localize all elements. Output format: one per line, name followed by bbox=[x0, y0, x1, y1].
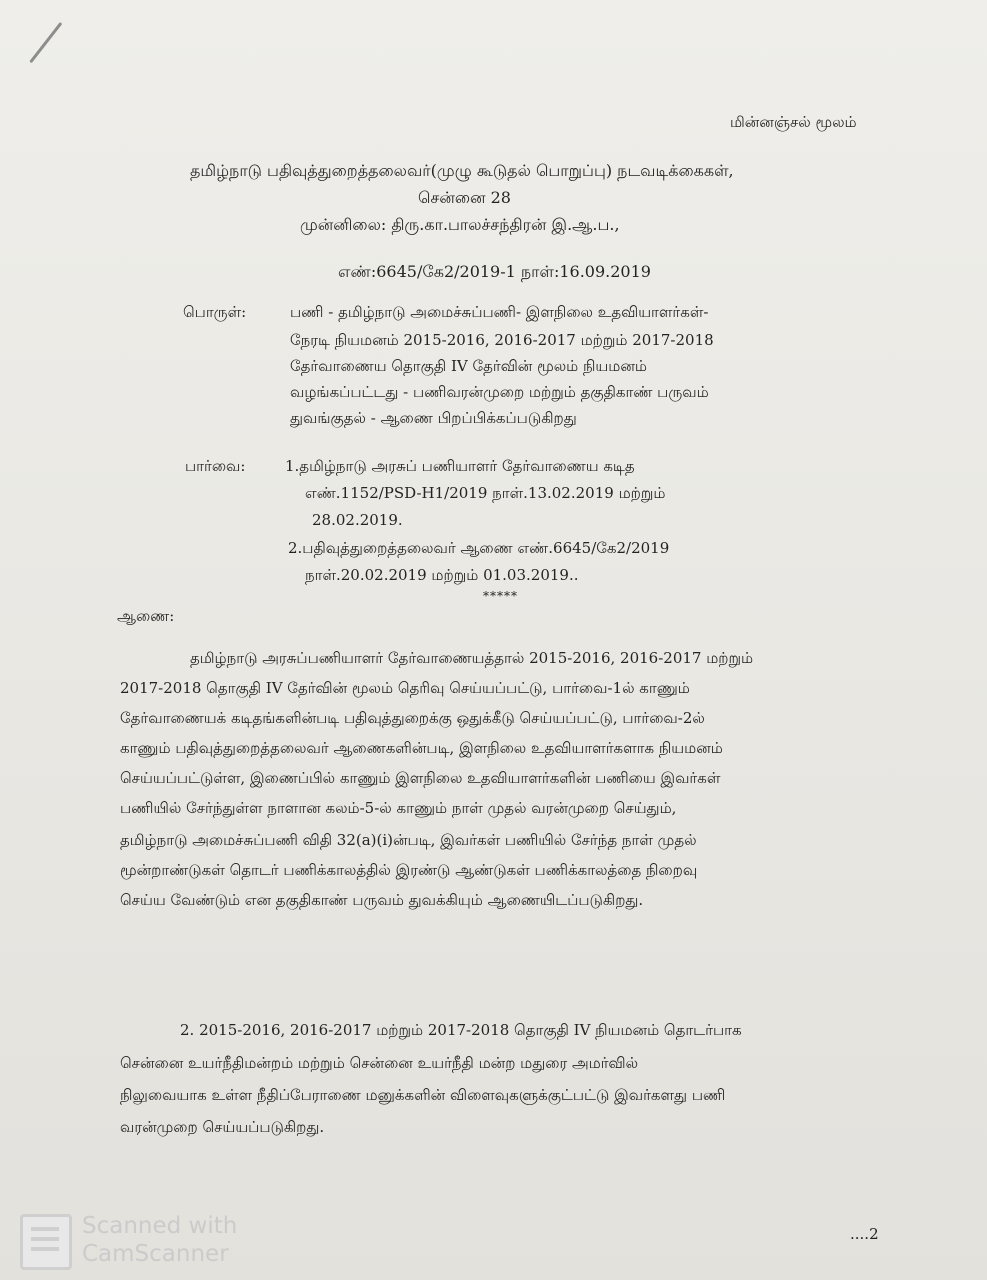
camscanner-watermark bbox=[20, 1210, 250, 1270]
reference-line: எண்.1152/PSD-H1/2019 நாள்.13.02.2019 மற்றும் bbox=[305, 484, 666, 502]
references-label: பார்வை: bbox=[185, 457, 246, 475]
order-paragraph-line: 2017-2018 தொகுதி IV தேர்வின் மூலம் தெரிவு செய்யப்பட்டு, பார்வை-1ல் காணும் bbox=[120, 679, 690, 697]
order-paragraph-line: தமிழ்நாடு அரசுப்பணியாளர் தேர்வாணையத்தால் 2015-2016, 2016-2017 மற்றும் bbox=[190, 649, 754, 667]
section-separator: ***** bbox=[483, 589, 518, 603]
order-label: ஆணை: bbox=[117, 607, 175, 625]
order-paragraph-line: தேர்வாணையக் கடிதங்களின்படி பதிவுத்துறைக்கு ஒதுக்கீடு செய்யப்பட்டு, பார்வை-2ல் bbox=[120, 709, 705, 727]
order-paragraph-line: தமிழ்நாடு அமைச்சுப்பணி விதி 32(a)(i)ன்படி, இவர்கள் பணியில் சேர்ந்த நாள் முதல் bbox=[120, 831, 697, 849]
order-paragraph-line: நிலுவையாக உள்ள நீதிப்பேராணை மனுக்களின் விளைவுகளுக்குட்பட்டு இவர்களது பணி bbox=[120, 1086, 726, 1104]
pencil-mark bbox=[29, 22, 62, 63]
by-email-note: மின்னஞ்சல் மூலம் bbox=[730, 113, 857, 131]
watermark-line: CamScanner bbox=[82, 1241, 229, 1267]
subject-line: வழங்கப்பட்டது - பணிவரன்முறை மற்றும் தகுதிகாண் பருவம் bbox=[290, 383, 709, 401]
office-location: சென்னை 28 bbox=[418, 188, 511, 207]
order-paragraph-line: வரன்முறை செய்யப்படுகிறது. bbox=[120, 1118, 325, 1136]
reference-line: நாள்.20.02.2019 மற்றும் 01.03.2019.. bbox=[305, 566, 579, 584]
subject-label: பொருள்: bbox=[183, 303, 247, 321]
subject-line: துவங்குதல் - ஆணை பிறப்பிக்கப்படுகிறது bbox=[290, 409, 577, 427]
order-paragraph-line: காணும் பதிவுத்துறைத்தலைவர் ஆணைகளின்படி, இளநிலை உதவியாளர்களாக நியமனம் bbox=[120, 739, 723, 757]
reference-line: 1.தமிழ்நாடு அரசுப் பணியாளர் தேர்வாணைய கடித bbox=[285, 457, 635, 475]
watermark-line: Scanned with bbox=[82, 1213, 238, 1239]
subject-line: பணி - தமிழ்நாடு அமைச்சுப்பணி- இளநிலை உதவியாளர்கள்- bbox=[290, 303, 709, 321]
order-paragraph-line: சென்னை உயர்நீதிமன்றம் மற்றும் சென்னை உயர்நீதி மன்ற மதுரை அமர்வில் bbox=[120, 1054, 639, 1072]
reference-number: எண்:6645/கே2/2019-1 நாள்:16.09.2019 bbox=[338, 262, 651, 281]
order-paragraph-line: 2. 2015-2016, 2016-2017 மற்றும் 2017-2018 தொகுதி IV நியமனம் தொடர்பாக bbox=[180, 1021, 742, 1039]
scanner-logo-icon bbox=[20, 1214, 72, 1270]
watermark-text bbox=[82, 1212, 237, 1268]
office-title: தமிழ்நாடு பதிவுத்துறைத்தலைவர்(முழு கூடுதல் பொறுப்பு) நடவடிக்கைகள், bbox=[190, 161, 734, 180]
order-paragraph-line: பணியில் சேர்ந்துள்ள நாளான கலம்-5-ல் காணும் நாள் முதல் வரன்முறை செய்தும், bbox=[120, 799, 677, 817]
subject-line: தேர்வாணைய தொகுதி IV தேர்வின் மூலம் நியமனம் bbox=[290, 357, 647, 375]
order-paragraph-line: செய்ய வேண்டும் என தகுதிகாண் பருவம் துவக்கியும் ஆணையிடப்படுகிறது. bbox=[120, 891, 644, 909]
page-continuation: ....2 bbox=[850, 1225, 879, 1243]
reference-line: 2.பதிவுத்துறைத்தலைவர் ஆணை எண்.6645/கே2/2019 bbox=[288, 539, 670, 557]
reference-line: 28.02.2019. bbox=[312, 511, 403, 529]
subject-line: நேரடி நியமனம் 2015-2016, 2016-2017 மற்றும் 2017-2018 bbox=[290, 331, 714, 349]
order-paragraph-line: செய்யப்பட்டுள்ள, இணைப்பில் காணும் இளநிலை உதவியாளர்களின் பணியை இவர்கள் bbox=[120, 769, 721, 787]
presiding-officer: முன்னிலை: திரு.கா.பாலச்சந்திரன் இ.ஆ.ப., bbox=[300, 215, 620, 234]
order-paragraph-line: மூன்றாண்டுகள் தொடர் பணிக்காலத்தில் இரண்டு ஆண்டுகள் பணிக்காலத்தை நிறைவு bbox=[120, 861, 698, 879]
